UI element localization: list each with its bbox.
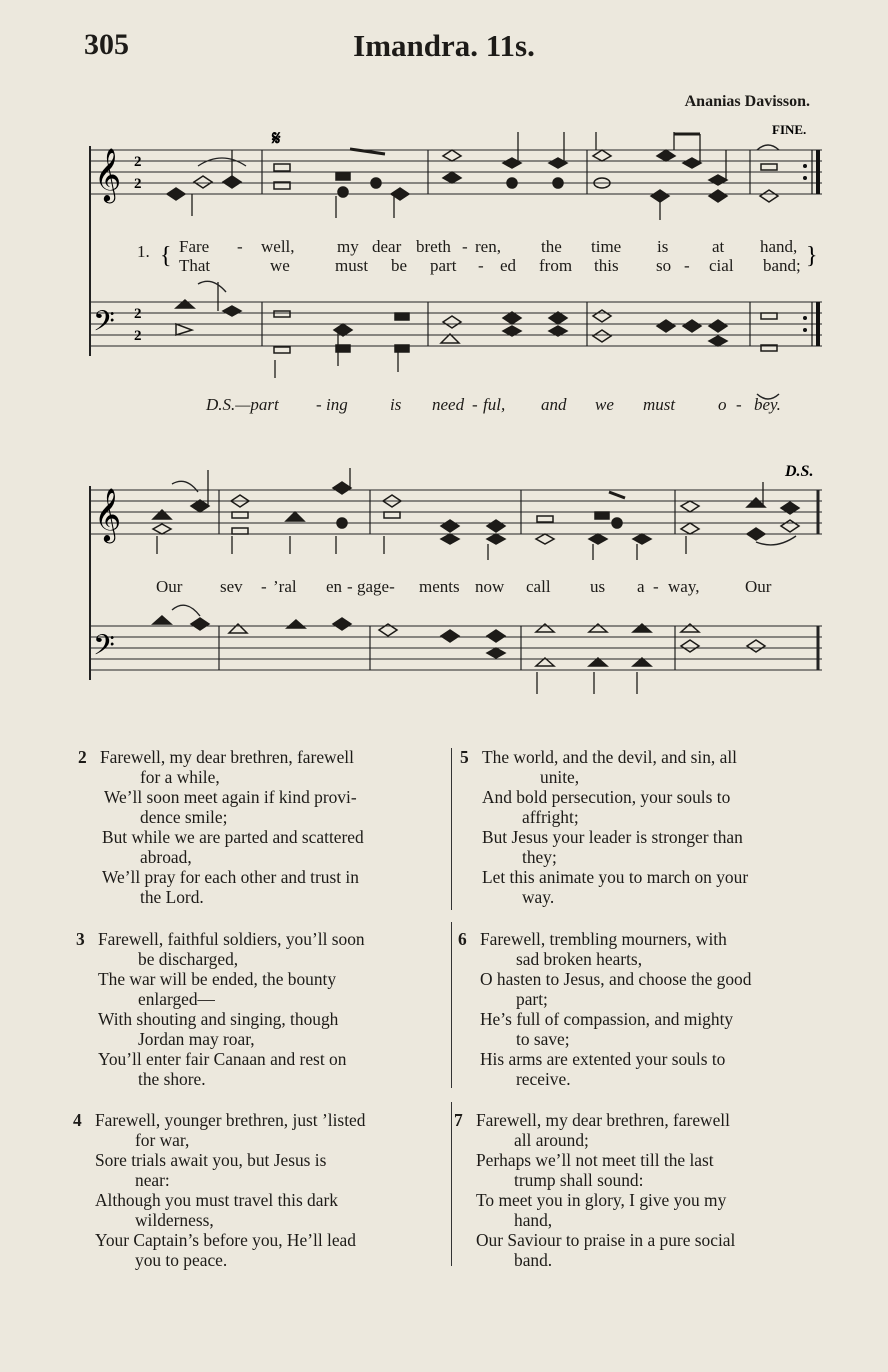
svg-text:hand,: hand,: [760, 237, 798, 256]
svg-text:-: -: [316, 395, 322, 414]
svg-text:sev: sev: [220, 577, 243, 596]
svg-text:so: so: [656, 256, 672, 275]
svg-text:must: must: [335, 256, 369, 275]
svg-text:-: -: [347, 577, 353, 596]
treble-notes-2: [153, 482, 799, 544]
svg-text:2: 2: [134, 154, 142, 170]
svg-text:D.S.—part: D.S.—part: [206, 395, 279, 414]
verse-4: 4 Farewell, younger brethren, just ’listed for war, Sore trials await you, but Jesus is near: Although you must travel this dark wilderness, Your Captain’s before you, He’ll lead you to peace.: [73, 1110, 366, 1270]
svg-text:2: 2: [134, 328, 142, 344]
svg-text:-: -: [653, 577, 659, 596]
svg-text:we: we: [595, 395, 614, 414]
svg-text:-: -: [472, 395, 478, 414]
svg-text:a: a: [637, 577, 645, 596]
bass-staff-2: [90, 626, 822, 670]
segno-icon: 𝄋: [272, 128, 281, 150]
music-system-1: [0, 0, 888, 430]
svg-text:part: part: [430, 256, 457, 275]
svg-text:-: -: [462, 237, 468, 256]
svg-text:-: -: [478, 256, 484, 275]
svg-text:Our: Our: [156, 577, 183, 596]
svg-text:my: my: [337, 237, 359, 256]
lyric-line-1: [179, 237, 797, 256]
treble-clef-icon: 𝄞: [94, 489, 122, 540]
hymn-title: Imandra. 11s.: [353, 28, 535, 63]
svg-text:way,: way,: [668, 577, 700, 596]
verse-2: 2 Farewell, my dear brethren, farewell for a while, We’ll soon meet again if kind provi- dence smile; But while we are parted and scattered abroad, We’ll pray for each other and trust in the Lord.: [78, 747, 364, 907]
svg-text:be: be: [391, 256, 408, 275]
verse-5: 5 The world, and the devil, and sin, all unite, And bold persecution, your souls to affright; But Jesus your leader is stronger than they; Let this animate you to march on your way.: [460, 747, 749, 907]
svg-text:us: us: [590, 577, 606, 596]
fermata-icon: [757, 145, 779, 150]
bass-notes-1: [176, 300, 777, 353]
left-brace-icon: {: [160, 243, 172, 269]
svg-text:gage-: gage-: [357, 577, 395, 596]
lyric-line-2: [179, 256, 801, 275]
composer: Ananias Davisson.: [684, 93, 810, 110]
svg-text:we: we: [270, 256, 290, 275]
svg-text:and: and: [541, 395, 567, 414]
svg-text:breth: breth: [416, 237, 451, 256]
svg-text:the: the: [541, 237, 562, 256]
svg-text:is: is: [390, 395, 402, 414]
svg-text:this: this: [594, 256, 619, 275]
ds-marking: D.S.: [785, 463, 814, 480]
svg-text:ful,: ful,: [483, 395, 506, 414]
svg-text:cial: cial: [709, 256, 734, 275]
treble-clef-icon: 𝄞: [94, 149, 122, 200]
svg-text:ments: ments: [419, 577, 460, 596]
svg-text:o: o: [718, 395, 727, 414]
svg-text:-: -: [684, 256, 690, 275]
svg-text:ing: ing: [326, 395, 348, 414]
bass-clef-icon: 𝄢: [93, 307, 115, 344]
svg-text:call: call: [526, 577, 551, 596]
svg-text:-: -: [736, 395, 742, 414]
right-brace-icon: }: [806, 243, 818, 269]
svg-text:Fare: Fare: [179, 237, 210, 256]
bass-clef-icon: 𝄢: [93, 631, 115, 668]
svg-text:ren,: ren,: [475, 237, 501, 256]
svg-text:-: -: [261, 577, 267, 596]
verse-1-number: 1.: [137, 242, 150, 261]
svg-text:-: -: [237, 237, 243, 256]
ds-lyric-line: [205, 395, 781, 414]
treble-staff-1: [90, 150, 822, 194]
svg-text:need: need: [432, 395, 465, 414]
music-system-2: [0, 440, 888, 710]
svg-text:dear: dear: [372, 237, 402, 256]
svg-text:ed: ed: [500, 256, 517, 275]
svg-text:from: from: [539, 256, 573, 275]
svg-text:time: time: [591, 237, 622, 256]
svg-text:en: en: [326, 577, 343, 596]
verse-3: 3 Farewell, faithful soldiers, you’ll soon be discharged, The war will be ended, the bounty enlarged— With shouting and singing, though Jordan may roar, You’ll enter fair Canaan and rest on the shore.: [76, 929, 365, 1089]
svg-text:Our: Our: [745, 577, 772, 596]
page-number: 305: [84, 28, 129, 61]
svg-text:bey.: bey.: [754, 395, 781, 414]
svg-text:2: 2: [134, 306, 142, 322]
svg-text:That: That: [179, 256, 211, 275]
svg-text:at: at: [712, 237, 725, 256]
svg-text:well,: well,: [261, 237, 295, 256]
svg-text:2: 2: [134, 176, 142, 192]
verse-6: 6 Farewell, trembling mourners, with sad broken hearts, O hasten to Jesus, and choose the good part; He’s full of compassion, and mighty to save; His arms are extented your souls to receive.: [458, 929, 752, 1089]
svg-text:must: must: [643, 395, 676, 414]
verse-7: 7 Farewell, my dear brethren, farewell all around; Perhaps we’ll not meet till the last trump shall sound: To meet you in glory, I give you my hand, Our Saviour to praise in a pure social band.: [454, 1110, 736, 1270]
svg-text:band;: band;: [763, 256, 801, 275]
svg-text:is: is: [657, 237, 669, 256]
svg-text:now: now: [475, 577, 505, 596]
svg-text:’ral: ’ral: [273, 577, 297, 596]
lyric-line-3: [156, 577, 772, 596]
fine-marking: FINE.: [772, 122, 807, 137]
